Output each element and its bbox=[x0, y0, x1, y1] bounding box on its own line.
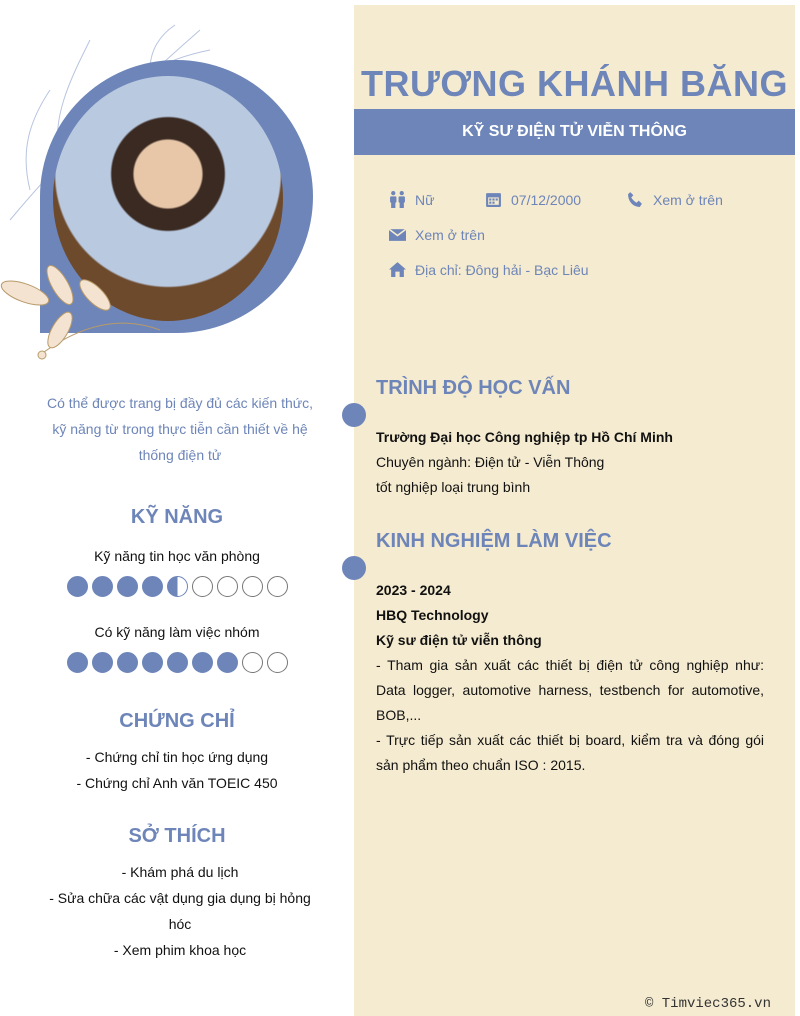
certificate-item: - Chứng chỉ tin học ứng dụng bbox=[85, 749, 269, 765]
golden-leaves-icon bbox=[0, 255, 170, 365]
rating-dot bbox=[192, 652, 213, 673]
gender-info bbox=[389, 191, 434, 208]
address-value: Địa chỉ: Đông hải - Bạc Liêu bbox=[415, 261, 589, 278]
email-info bbox=[389, 226, 485, 243]
skill-rating bbox=[0, 576, 354, 597]
right-column bbox=[354, 5, 795, 1016]
birthday-value: 07/12/2000 bbox=[511, 191, 582, 208]
rating-dot bbox=[167, 576, 188, 597]
certificate-item: - Chứng chỉ Anh văn TOEIC 450 bbox=[76, 775, 278, 791]
certificates-title: CHỨNG CHỈ bbox=[119, 710, 235, 732]
skills-title: KỸ NĂNG bbox=[130, 506, 224, 528]
rating-dot bbox=[192, 576, 213, 597]
phone-icon bbox=[627, 191, 644, 208]
phone-value: Xem ở trên bbox=[653, 191, 723, 208]
home-icon bbox=[389, 261, 406, 278]
address-info bbox=[389, 261, 589, 278]
rating-dot bbox=[267, 576, 288, 597]
certificates-list bbox=[0, 744, 354, 796]
job-title: KỸ SƯ ĐIỆN TỬ VIỄN THÔNG bbox=[354, 109, 795, 155]
rating-dot bbox=[242, 652, 263, 673]
gender-icon bbox=[389, 191, 406, 208]
detail-item: - Tham gia sản xuất các thiết bị điện tử công nghiệp như: Data logger, automotive harness, testbench for automotive, BOB,... bbox=[376, 657, 764, 723]
detail-item: - Trực tiếp sản xuất các thiết bị board, kiểm tra và đóng gói sản phẩm theo chuẩn ISO : 2015. bbox=[376, 732, 764, 773]
email-value: Xem ở trên bbox=[415, 226, 485, 243]
rating-dot bbox=[217, 652, 238, 673]
phone-info bbox=[627, 191, 723, 208]
education-details bbox=[376, 425, 764, 500]
full-name: TRƯƠNG KHÁNH BĂNG bbox=[360, 63, 789, 104]
rating-dot bbox=[67, 576, 88, 597]
rating-dot bbox=[92, 576, 113, 597]
gender-value: Nữ bbox=[415, 191, 435, 208]
timeline-bullet bbox=[342, 403, 366, 427]
rating-dot bbox=[142, 576, 163, 597]
birthday-info bbox=[485, 191, 581, 208]
experience-details bbox=[376, 578, 764, 778]
skill-item bbox=[0, 624, 354, 673]
rating-dot bbox=[142, 652, 163, 673]
rating-dot bbox=[92, 652, 113, 673]
rating-dot bbox=[117, 576, 138, 597]
company: HBQ Technology bbox=[376, 607, 489, 623]
experience-title: KINH NGHIỆM LÀM VIỆC bbox=[376, 530, 612, 552]
position: Kỹ sư điện tử viễn thông bbox=[376, 632, 542, 648]
hobby-item: - Sửa chữa các vật dụng gia dụng bị hỏng hóc bbox=[49, 890, 311, 932]
hobby-item: - Khám phá du lịch bbox=[121, 864, 239, 880]
envelope-icon bbox=[389, 226, 406, 243]
hobbies-list bbox=[45, 859, 315, 963]
hobby-item: - Xem phim khoa học bbox=[113, 942, 247, 958]
skill-item bbox=[0, 548, 354, 597]
timeline-bullet bbox=[342, 556, 366, 580]
rating-dot bbox=[167, 652, 188, 673]
education-title: TRÌNH ĐỘ HỌC VẤN bbox=[376, 377, 571, 399]
skill-name: Kỹ năng tin học văn phòng bbox=[94, 548, 260, 564]
rating-dot bbox=[242, 576, 263, 597]
school-name: Trường Đại học Công nghiệp tp Hồ Chí Minh bbox=[376, 429, 673, 445]
skill-rating bbox=[0, 652, 354, 673]
rating-dot bbox=[217, 576, 238, 597]
left-column bbox=[0, 0, 354, 1016]
rating-dot bbox=[117, 652, 138, 673]
calendar-icon bbox=[485, 191, 502, 208]
footer-watermark: © Timviec365.vn bbox=[644, 996, 771, 1012]
rating-dot bbox=[267, 652, 288, 673]
hobbies-title: SỞ THÍCH bbox=[128, 825, 226, 847]
major: Chuyên ngành: Điện tử - Viễn Thông bbox=[376, 454, 605, 470]
profile-summary: Có thể được trang bị đầy đủ các kiến thức, kỹ năng từ trong thực tiễn cần thiết về hệ thống điện tử bbox=[46, 395, 314, 463]
period: 2023 - 2024 bbox=[376, 582, 451, 598]
grade: tốt nghiệp loại trung bình bbox=[376, 479, 531, 495]
skill-name: Có kỹ năng làm việc nhóm bbox=[94, 624, 260, 640]
rating-dot bbox=[67, 652, 88, 673]
